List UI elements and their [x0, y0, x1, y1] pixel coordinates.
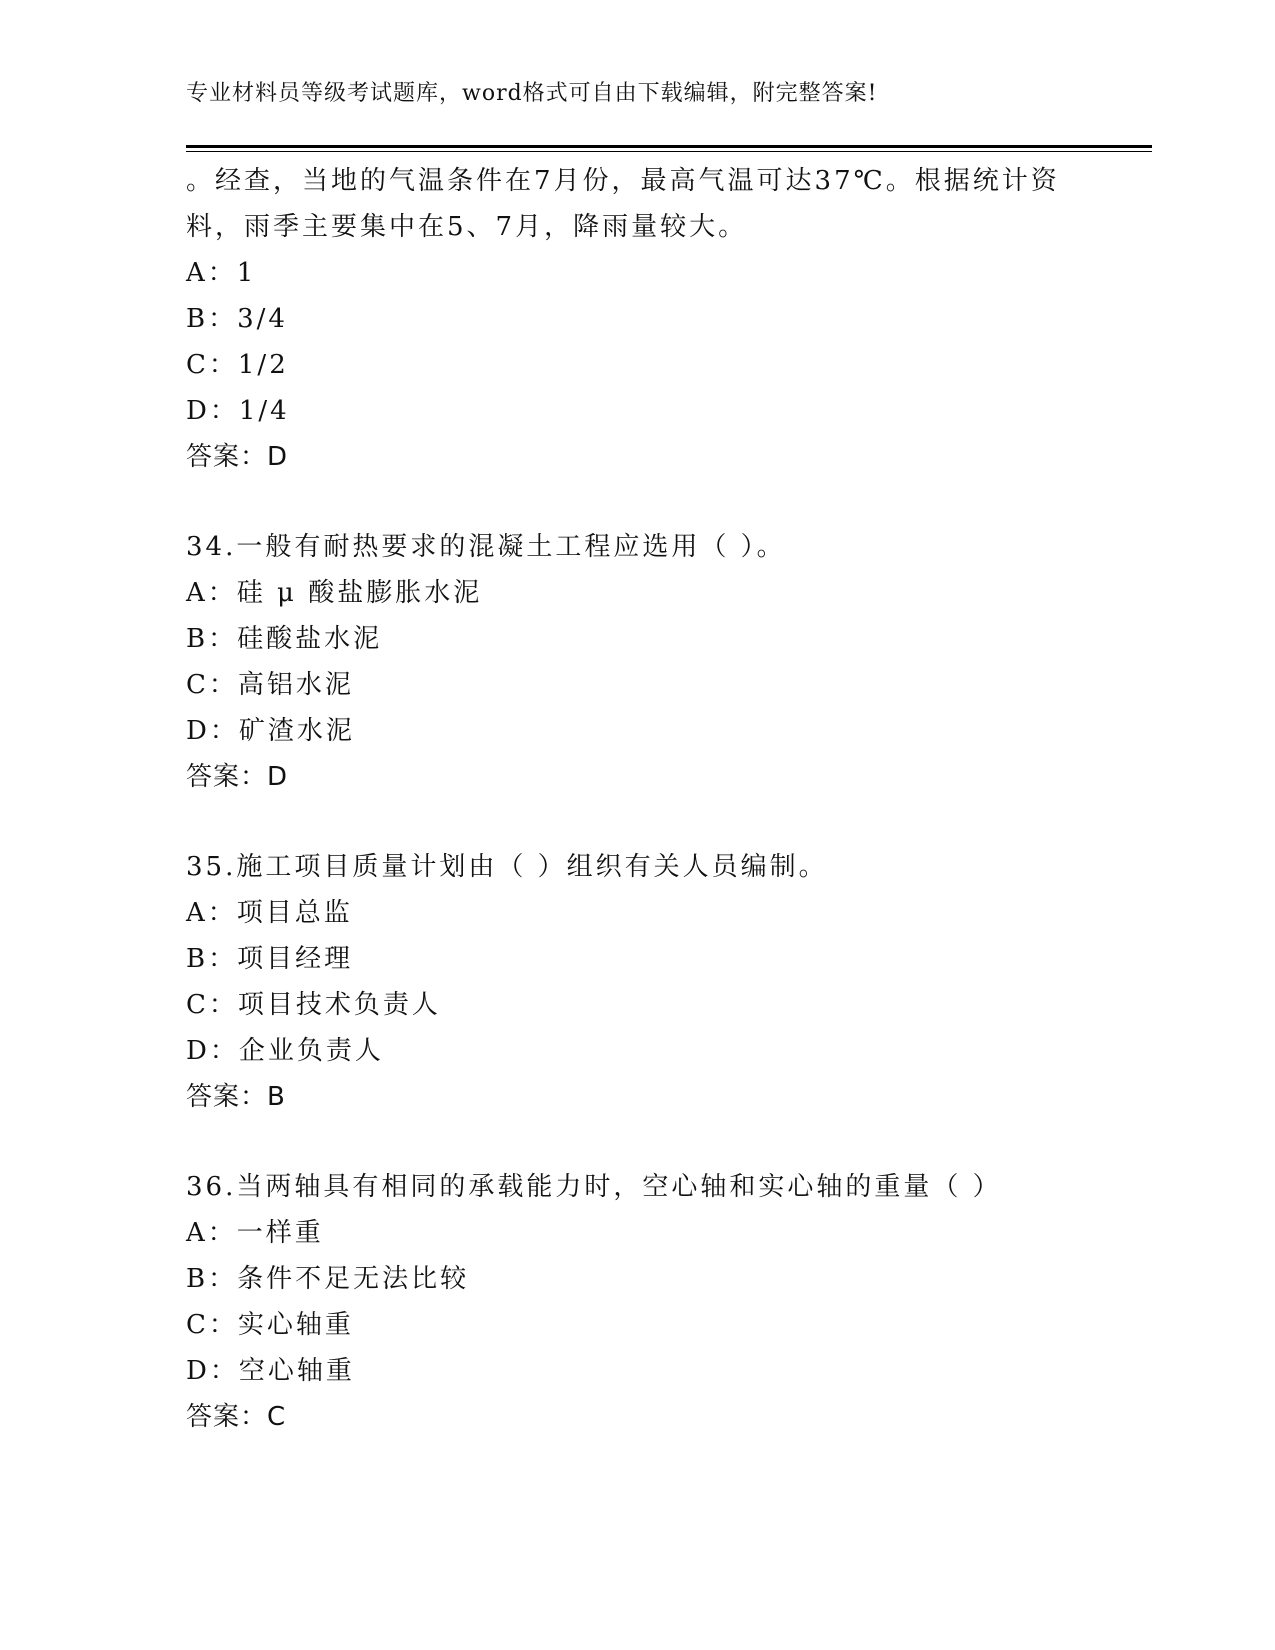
option-c: C：实心轴重 [186, 1310, 354, 1340]
option-a: A：1 [186, 258, 257, 288]
option-a: A：项目总监 [186, 898, 353, 928]
option-d: D：空心轴重 [186, 1356, 355, 1386]
question-stem: 34.一般有耐热要求的混凝土工程应选用（ ）。 [186, 532, 786, 562]
question-36 [186, 1164, 1086, 1440]
answer-line: 答案：D [186, 762, 289, 792]
option-b: B：硅酸盐水泥 [186, 624, 383, 654]
question-content [186, 158, 1086, 1440]
option-d: D：1/4 [186, 396, 290, 426]
question-stem: 35.施工项目质量计划由（ ）组织有关人员编制。 [186, 852, 828, 882]
question-35 [186, 844, 1086, 1120]
question-34 [186, 524, 1086, 800]
option-d: D：矿渣水泥 [186, 716, 355, 746]
document-header: 专业材料员等级考试题库，word格式可自由下载编辑，附完整答案! [186, 81, 878, 106]
option-c: C：项目技术负责人 [186, 990, 441, 1020]
answer-line: 答案：C [186, 1402, 287, 1432]
option-c: C：高铝水泥 [186, 670, 354, 700]
question-stem: 36.当两轴具有相同的承载能力时，空心轴和实心轴的重量（ ） [186, 1172, 1002, 1202]
continued-question [186, 158, 1086, 480]
option-b: B：3/4 [186, 304, 288, 334]
option-c: C：1/2 [186, 350, 289, 380]
answer-line: 答案：B [186, 1082, 286, 1112]
question-stem-line: 。经查，当地的气温条件在7月份，最高气温可达37℃。根据统计资 [186, 166, 1060, 196]
option-a: A：一样重 [186, 1218, 324, 1248]
option-d: D：企业负责人 [186, 1036, 384, 1066]
header-rule-thin [186, 151, 1152, 152]
option-b: B：条件不足无法比较 [186, 1264, 470, 1294]
answer-line: 答案：D [186, 442, 289, 472]
header-rule-thick [186, 145, 1152, 148]
option-a: A：硅 μ 酸盐膨胀水泥 [186, 578, 483, 608]
question-stem-line: 料，雨季主要集中在5、7月，降雨量较大。 [186, 212, 748, 242]
option-b: B：项目经理 [186, 944, 354, 974]
